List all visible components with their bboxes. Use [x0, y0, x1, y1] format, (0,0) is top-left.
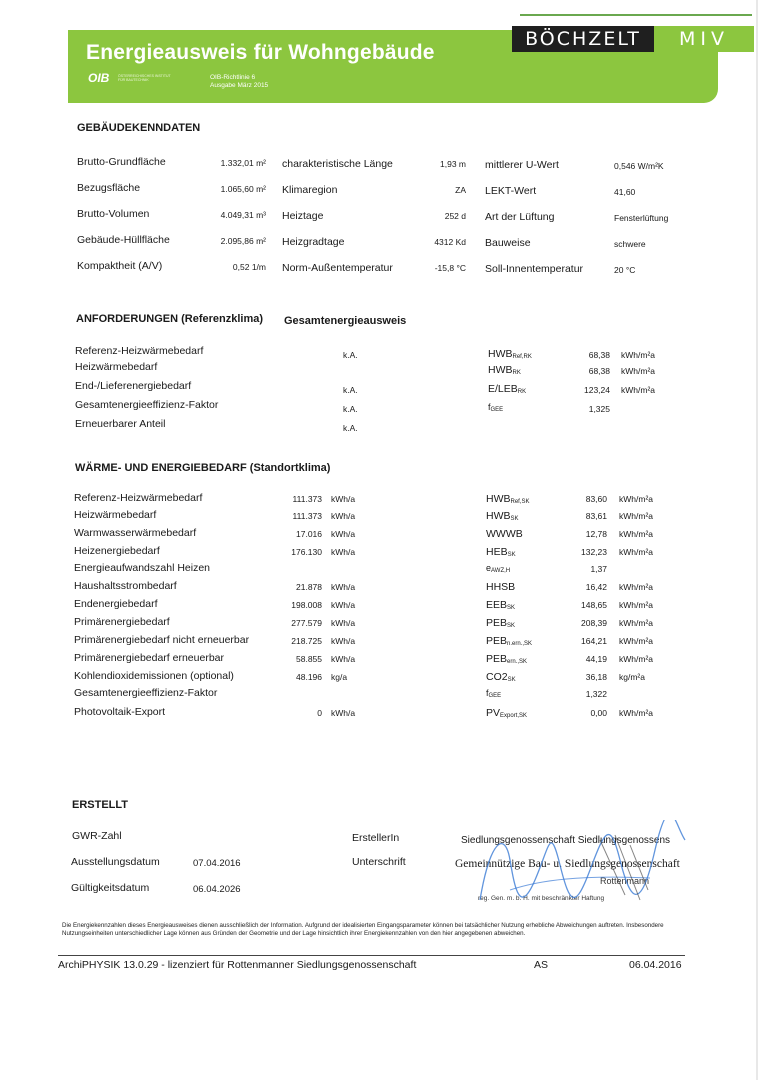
waerme-label: Primärenergiebedarf erneuerbar	[74, 652, 224, 664]
waerme-code	[486, 707, 527, 719]
waerme-spec-unit: kWh/m²a	[619, 547, 653, 557]
waerme-spec-value: 0,00	[590, 708, 607, 718]
anf-requirement: k.A.	[343, 404, 358, 414]
anf-unit: kWh/m²a	[621, 366, 655, 376]
waerme-unit: kWh/a	[331, 529, 356, 539]
waerme-code-symbol: PV	[486, 707, 501, 719]
waerme-code-symbol: PEB	[486, 653, 508, 665]
waerme-code-symbol: EEB	[486, 599, 508, 611]
anf-label: End-/Lieferenergiebedarf	[75, 380, 192, 392]
waerme-label: Endenergiebedarf	[74, 598, 158, 610]
waerme-value: 0	[317, 708, 322, 718]
geb-value-2: -15,8 °C	[434, 263, 466, 273]
waerme-value: 48.196	[296, 672, 322, 682]
stamp-line-2: Rottenmann	[600, 876, 650, 886]
waerme-spec-value: 148,65	[581, 600, 607, 610]
anf-code-subscript: RK	[517, 389, 527, 395]
geb-label-1: Kompaktheit (A/V)	[77, 260, 163, 272]
geb-label-2: Klimaregion	[282, 184, 338, 196]
waerme-spec-value: 83,60	[585, 494, 607, 504]
geb-label-3: mittlerer U-Wert	[485, 159, 559, 171]
waerme-code	[486, 635, 532, 647]
geb-label-2: charakteristische Länge	[282, 158, 393, 170]
anf-unit: kWh/m²a	[621, 350, 655, 360]
anf-label: Erneuerbarer Anteil	[75, 418, 166, 430]
waerme-code	[486, 528, 523, 540]
waerme-code-subscript: SK	[507, 605, 516, 611]
waerme-unit: kWh/a	[331, 511, 356, 521]
waerme-code	[486, 617, 515, 629]
waerme-code-subscript: SK	[507, 623, 516, 629]
anf-label: Referenz-Heizwärmebedarf	[75, 345, 204, 357]
waerme-spec-value: 36,18	[585, 672, 607, 682]
waerme-spec-value: 1,37	[590, 564, 607, 574]
geb-label-3: Soll-Innentemperatur	[485, 263, 584, 275]
oib-subtitle: ÖSTERREICHISCHES INSTITUT FÜR BAUTECHNIK	[118, 74, 171, 82]
waerme-label: Energieaufwandszahl Heizen	[74, 562, 211, 574]
waerme-value: 218.725	[291, 636, 322, 646]
anf-requirement: k.A.	[343, 385, 358, 395]
anf-code-symbol: HWB	[488, 348, 513, 360]
waerme-unit: kWh/a	[331, 618, 356, 628]
waerme-spec-value: 164,21	[581, 636, 607, 646]
ausstellung-label: Ausstellungsdatum	[71, 856, 160, 868]
anf-code	[488, 348, 532, 360]
waerme-code-subscript: SK	[510, 516, 519, 522]
anf-code	[488, 402, 503, 413]
ersteller-value: Siedlungsgenossenschaft Siedlungsgenossens	[461, 835, 671, 846]
geb-label-3: Bauweise	[485, 237, 531, 249]
brand-left: BÖCHZELT	[512, 26, 654, 52]
waerme-spec-unit: kg/m²a	[619, 672, 645, 682]
anf-value: 68,38	[588, 350, 610, 360]
brand-logo	[512, 26, 754, 52]
geb-value-2: 252 d	[444, 211, 466, 221]
waerme-unit: kWh/a	[331, 636, 356, 646]
geb-value-1: 4.049,31 m³	[220, 210, 266, 220]
waerme-code-symbol: PEB	[486, 635, 508, 647]
waerme-value: 198.008	[291, 600, 322, 610]
geb-value-3: 20 °C	[614, 265, 636, 275]
geb-label-3: LEKT-Wert	[485, 185, 537, 197]
waerme-spec-unit: kWh/m²a	[619, 494, 653, 504]
section-erstellt: ERSTELLT	[72, 799, 129, 811]
geb-value-1: 2.095,86 m²	[220, 236, 266, 246]
geb-label-1: Brutto-Volumen	[77, 208, 150, 220]
anf-code-subscript: GEE	[490, 407, 504, 413]
page-title: Energieausweis für Wohngebäude	[86, 41, 435, 64]
richtlinie: OIB-Richtlinie 6	[210, 74, 256, 81]
waerme-spec-unit: kWh/m²a	[619, 529, 653, 539]
waerme-code-symbol: HEB	[486, 546, 508, 558]
anf-requirement: k.A.	[343, 350, 358, 360]
geb-label-2: Heizgradtage	[282, 236, 345, 248]
waerme-code	[486, 546, 516, 558]
footer-initials: AS	[534, 959, 549, 971]
waerme-code	[486, 493, 530, 505]
waerme-code-symbol: CO2	[486, 671, 508, 683]
geb-value-3: 41,60	[614, 187, 636, 197]
unterschrift-label: Unterschrift	[352, 856, 406, 868]
geb-label-1: Gebäude-Hüllfläche	[77, 234, 170, 246]
waerme-label: Heizwärmebedarf	[74, 509, 157, 521]
waerme-code-symbol: f	[486, 688, 489, 698]
waerme-spec-value: 83,61	[585, 511, 607, 521]
waerme-code-subscript: Export,SK	[500, 713, 528, 719]
waerme-code	[486, 563, 510, 574]
richtlinie-info	[210, 74, 268, 90]
waerme-label: Gesamtenergieeffizienz-Faktor	[74, 687, 218, 699]
geb-value-3: schwere	[614, 239, 646, 249]
waerme-spec-value: 132,23	[581, 547, 607, 557]
geb-label-3: Art der Lüftung	[485, 211, 555, 223]
section-gesamtenergieausweis: Gesamtenergieausweis	[284, 315, 407, 327]
ausstellung-value: 07.04.2016	[193, 858, 241, 869]
disclaimer: Die Energiekennzahlen dieses Energieausweises dienen ausschließlich der Information. Aufgrund der idealisierten Eingangsparameter können bei tatsächlicher Nutzung erhebliche Abweichungen auftreten. Insbesondere Nutzungseinheiten unterschiedlicher Lage können aus Gründen der Geometrie und der Lage hinsichtlich ihrer Energiekennzahlen von den hier angegebenen abweichen.	[62, 922, 664, 937]
waerme-unit: kg/a	[331, 672, 348, 682]
waerme-unit: kWh/a	[331, 600, 356, 610]
waerme-spec-unit: kWh/m²a	[619, 636, 653, 646]
geb-label-2: Norm-Außentemperatur	[282, 262, 393, 274]
anf-code	[488, 383, 526, 395]
geb-value-1: 1.065,60 m²	[220, 184, 266, 194]
waerme-code	[486, 581, 515, 593]
geb-label-1: Bezugsfläche	[77, 182, 141, 194]
waerme-label: Heizenergiebedarf	[74, 545, 160, 557]
waerme-value: 111.373	[292, 511, 322, 521]
waerme-code-subscript: SK	[507, 552, 516, 558]
brand-rule	[520, 14, 752, 16]
waerme-label: Referenz-Heizwärmebedarf	[74, 492, 203, 504]
waerme-spec-unit: kWh/m²a	[619, 511, 653, 521]
gueltig-label: Gültigkeitsdatum	[71, 882, 150, 894]
geb-value-1: 0,52 1/m	[232, 262, 266, 272]
geb-value-3: 0,546 W/m²K	[614, 161, 664, 171]
waerme-label: Haushaltsstrombedarf	[74, 580, 177, 592]
anf-label: Heizwärmebedarf	[75, 361, 158, 373]
waerme-code-symbol: WWWB	[486, 528, 523, 540]
anf-code-symbol: HWB	[488, 364, 513, 376]
waerme-unit: kWh/a	[331, 708, 356, 718]
waerme-spec-value: 16,42	[585, 582, 607, 592]
waerme-code-symbol: e	[486, 563, 492, 573]
geb-value-2: 1,93 m	[440, 159, 466, 169]
waerme-unit: kWh/a	[331, 654, 356, 664]
waerme-unit: kWh/a	[331, 547, 356, 557]
waerme-value: 111.373	[292, 494, 322, 504]
oib-logo: OIB	[88, 71, 110, 85]
geb-label-2: Heiztage	[282, 210, 324, 222]
footer-divider	[58, 955, 685, 956]
section-waerme-energiebedarf: WÄRME- UND ENERGIEBEDARF (Standortklima)	[75, 462, 331, 474]
waerme-code-symbol: HHSB	[486, 581, 516, 593]
anf-value: 1,325	[588, 404, 610, 414]
waerme-code	[486, 671, 516, 683]
anf-unit: kWh/m²a	[621, 385, 655, 395]
waerme-code	[486, 510, 519, 522]
anf-code	[488, 364, 521, 376]
waerme-code-symbol: HWB	[486, 493, 511, 505]
footer-date: 06.04.2016	[629, 959, 682, 971]
stamp-line-3: reg. Gen. m. b. H. mit beschränkter Haftung	[478, 895, 605, 902]
waerme-value: 21.878	[296, 582, 322, 592]
ausgabe: Ausgabe März 2015	[210, 82, 269, 89]
waerme-code-symbol: HWB	[486, 510, 511, 522]
waerme-unit: kWh/a	[331, 582, 356, 592]
gwr-label: GWR-Zahl	[72, 830, 122, 842]
waerme-code	[486, 653, 527, 665]
waerme-spec-unit: kWh/m²a	[619, 582, 653, 592]
waerme-code-subscript: AWZ,H	[491, 568, 511, 574]
gueltig-value: 06.04.2026	[193, 884, 241, 895]
waerme-code	[486, 599, 515, 611]
waerme-spec-unit: kWh/m²a	[619, 654, 653, 664]
waerme-code-subscript: ern.,SK	[507, 659, 528, 665]
waerme-label: Kohlendioxidemissionen (optional)	[74, 670, 234, 682]
waerme-code-subscript: n.ern.,SK	[507, 641, 533, 647]
anf-code-symbol: f	[488, 402, 491, 412]
waerme-spec-value: 1,322	[585, 689, 607, 699]
waerme-value: 17.016	[296, 529, 322, 539]
waerme-spec-unit: kWh/m²a	[619, 708, 653, 718]
waerme-code-symbol: PEB	[486, 617, 508, 629]
anf-code-subscript: RK	[512, 370, 521, 376]
footer-software: ArchiPHYSIK 13.0.29 - lizenziert für Rottenmanner Siedlungsgenossenschaft	[58, 959, 417, 971]
waerme-spec-value: 208,39	[581, 618, 607, 628]
brand-right: MIV	[654, 26, 754, 52]
geb-value-1: 1.332,01 m²	[220, 158, 266, 168]
anf-requirement: k.A.	[343, 423, 358, 433]
section-anforderungen: ANFORDERUNGEN (Referenzklima)	[76, 313, 264, 325]
geb-value-2: ZA	[455, 185, 466, 195]
waerme-label: Primärenergiebedarf nicht erneuerbar	[74, 634, 250, 646]
waerme-code-subscript: SK	[507, 677, 516, 683]
anf-label: Gesamtenergieeffizienz-Faktor	[75, 399, 219, 411]
anf-value: 123,24	[584, 385, 610, 395]
waerme-code-subscript: GEE	[488, 693, 502, 699]
waerme-value: 58.855	[296, 654, 322, 664]
geb-value-3: Fensterlüftung	[614, 213, 669, 223]
waerme-label: Primärenergiebedarf	[74, 616, 170, 628]
waerme-spec-value: 12,78	[585, 529, 607, 539]
section-gebaeudekenndaten: GEBÄUDEKENNDATEN	[77, 122, 201, 134]
waerme-code	[486, 688, 501, 699]
waerme-unit: kWh/a	[331, 494, 356, 504]
signature	[450, 820, 700, 920]
geb-value-2: 4312 Kd	[434, 237, 466, 247]
waerme-spec-unit: kWh/m²a	[619, 600, 653, 610]
anf-code-subscript: Ref,RK	[512, 354, 532, 360]
geb-label-1: Brutto-Grundfläche	[77, 156, 166, 168]
anf-value: 68,38	[588, 366, 610, 376]
stamp-line-1: Gemeinnützige Bau- u. Siedlungsgenossenschaft	[455, 858, 680, 870]
ersteller-label: ErstellerIn	[352, 832, 400, 844]
page-edge	[756, 0, 758, 1080]
waerme-value: 176.130	[291, 547, 322, 557]
waerme-label: Warmwasserwärmebedarf	[74, 527, 197, 539]
waerme-spec-unit: kWh/m²a	[619, 618, 653, 628]
waerme-code-subscript: Ref,SK	[510, 499, 530, 505]
waerme-spec-value: 44,19	[585, 654, 607, 664]
anf-code-symbol: E/LEB	[488, 383, 518, 395]
waerme-label: Photovoltaik-Export	[74, 706, 166, 718]
waerme-value: 277.579	[291, 618, 322, 628]
